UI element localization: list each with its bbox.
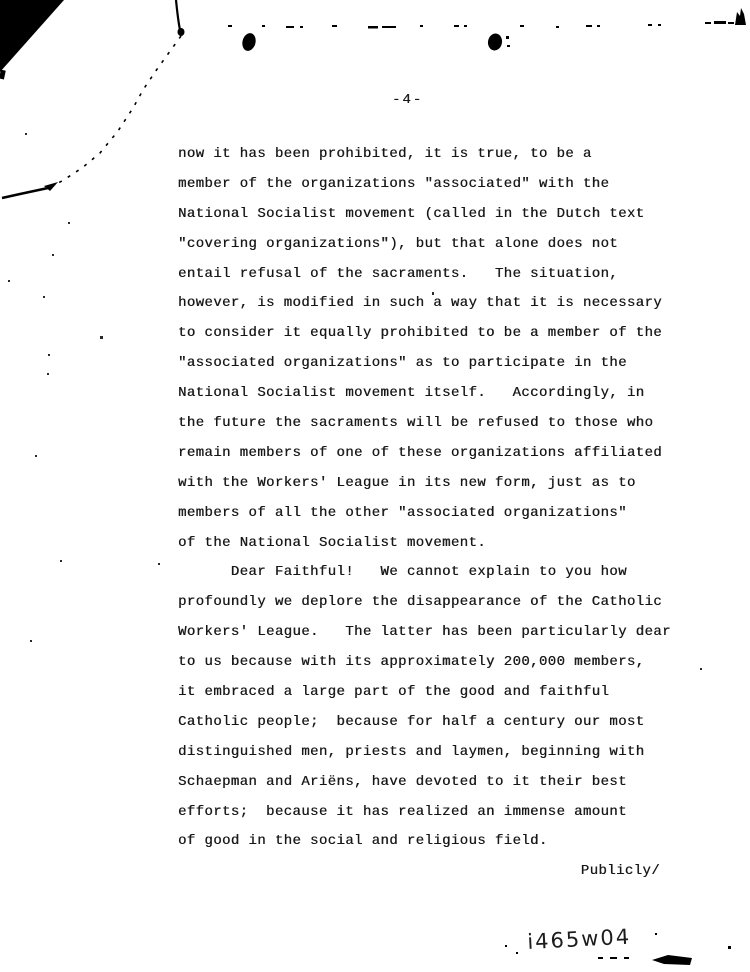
text-line: Dear Faithful! We cannot explain to you how xyxy=(178,564,627,581)
handwritten-reference-number: i465w04 xyxy=(526,924,632,954)
text-line: Workers' League. The latter has been particularly dear xyxy=(178,624,671,641)
text-line: Schaepman and Ariëns, have devoted to it their best xyxy=(178,773,627,790)
text-line: entail refusal of the sacraments. The situation, xyxy=(178,265,619,282)
text-line: of good in the social and religious field. xyxy=(178,833,548,850)
text-line: profoundly we deplore the disappearance of the Catholic xyxy=(178,594,663,611)
text-line: member of the organizations "associated" with the xyxy=(178,175,610,192)
text-line: "covering organizations"), but that alone does not xyxy=(178,235,619,252)
text-line: "associated organizations" as to participate in the xyxy=(178,355,627,372)
text-line: to us because with its approximately 200,000 members, xyxy=(178,654,645,671)
document-body xyxy=(178,140,671,887)
scratch-end-blob xyxy=(178,28,185,36)
text-line: efforts; because it has realized an immense amount xyxy=(178,803,627,820)
text-line: now it has been prohibited, it is true, to be a xyxy=(178,146,592,162)
crease-bend-blob xyxy=(44,182,58,191)
crease-line-solid-segment xyxy=(2,188,48,198)
smudge-artifact-top-right xyxy=(705,8,746,25)
text-line: with the Workers' League in its new form, just as to xyxy=(178,474,636,491)
catchword: Publicly/ xyxy=(580,863,660,880)
text-line: remain members of one of these organizations affiliated xyxy=(178,444,663,461)
text-line: of the National Socialist movement. xyxy=(178,534,487,551)
page-number: -4- xyxy=(392,92,424,108)
text-line: National Socialist movement itself. Accordingly, in xyxy=(178,385,645,402)
crease-line-artifact xyxy=(48,36,181,188)
text-line: it embraced a large part of the good and faithful xyxy=(178,684,610,701)
ink-dot-artifact-right xyxy=(487,32,510,51)
text-line: members of all the other "associated organizations" xyxy=(178,504,627,521)
text-line: however, is modified in such a way that it is necessary xyxy=(178,295,663,312)
text-line: distinguished men, priests and laymen, beginning with xyxy=(178,743,645,760)
text-line: the future the sacraments will be refused to those who xyxy=(178,415,654,432)
scanner-noise-dashes-top xyxy=(228,24,661,29)
scratch-line-artifact xyxy=(176,0,180,30)
text-line: National Socialist movement (called in the Dutch text xyxy=(178,205,645,222)
edge-mark-artifact xyxy=(0,70,6,80)
ink-dot-artifact-left xyxy=(241,32,258,53)
text-line: to consider it equally prohibited to be a member of the xyxy=(178,325,663,342)
corner-fold-artifact xyxy=(0,0,64,72)
text-line: Catholic people; because for half a century our most xyxy=(178,713,645,730)
